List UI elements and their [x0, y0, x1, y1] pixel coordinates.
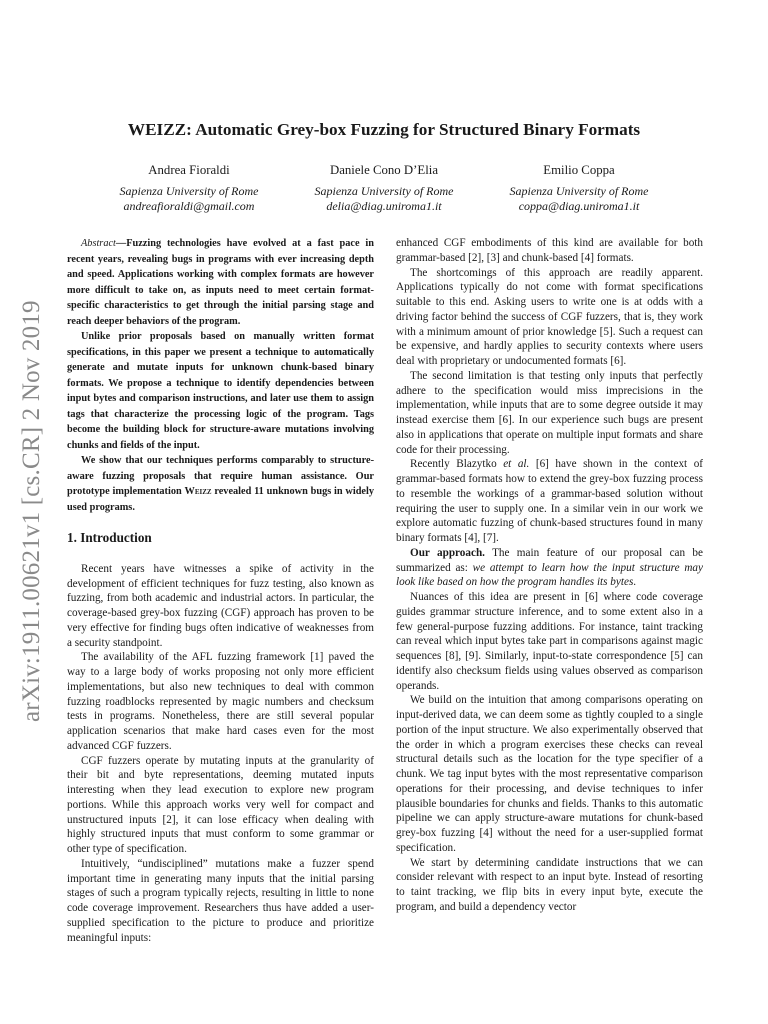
body-paragraph: The second limitation is that testing only inputs that perfectly adhere to the specification would miss imprecisions in the implementation, while inputs that are to some degree outside it may instead exercise them [6]. In our experience such bugs are present also in applications that operate on multiple input formats and share code for their processing. — [396, 369, 703, 456]
left-column — [67, 236, 374, 945]
abstract-text: We show that our techniques performs comparably to structure-aware fuzzing proposals that require human assistance. Our prototype implementation — [67, 455, 374, 497]
body-paragraph: We build on the intuition that among comparisons operating on input-derived data, we can deem some as tightly coupled to a single portion of the input structure. We also experimentally observed that the order in which a program exercises these checks can reveal structural details such as the location for the type specifier of a chunk. We tag input bytes with the most representative comparison operations for their processing, and devise techniques to infer plausible boundaries for chunks and fields. Thanks to this automatic pipeline we can apply structure-aware mutations for chunk-based grey-box fuzzing [4] without the need for a user-supplied format specification. — [396, 694, 703, 854]
author-name: Emilio Coppa — [543, 163, 615, 177]
paper-title: WEIZZ: Automatic Grey-box Fuzzing for Structured Binary Formats — [127, 120, 641, 139]
tool-name: Weizz — [184, 486, 212, 497]
body-text-emphasis: we attempt to learn how the input structure may look like based on how the program handles its bytes — [396, 561, 703, 589]
arxiv-identifier[interactable]: arXiv:1911.00621v1 [cs.CR] 2 Nov 2019 — [18, 300, 45, 722]
section-heading: 1. Introduction — [67, 530, 152, 545]
body-paragraph: Nuances of this idea are present in [6] where code coverage guides grammar structure inference, and to some extent also in a few general-purpose fuzzing additions. For instance, taint tracking can reveal which input bytes take part in comparisons against magic sequences [8], [9]. Similarly, input-to-state correspondence [5] can identify also checksum fields using values observed as comparison operands. — [396, 591, 703, 692]
body-paragraph: The shortcomings of this approach are readily apparent. Applications typically do not come with format specifications suitable to this end. Asking users to write one is at odds with a driving factor behind the success of CGF fuzzers, that is, they work with a minimum amount of prior knowledge [5]. Such a request can be expensive, and hardly applies to security contexts where users deal with proprietary or undocumented formats [6]. — [396, 266, 703, 367]
abstract-paragraph: Unlike prior proposals based on manually written format specifications, in this paper we present a technique to automatically generate and mutate inputs for unknown chunk-based binary formats. We propose a technique to identify dependencies between input bytes and comparison instructions, and later use them to assign tags that characterize the processing logic of the program. Tags become the building block for structure-aware mutations involving chunks and fields of the input. — [67, 331, 374, 451]
body-text: [6] have shown in the context of grammar-based formats how to extend the grey-box fuzzing process to resemble the workings of a grammar-based solution without requiring the user to supply one. In a similar vein in our work we explore automatic fuzzing of chunk-based structures found in many binary formats [4], [7]. — [396, 458, 704, 544]
body-text: . — [633, 576, 637, 589]
body-paragraph: The availability of the AFL fuzzing framework [1] paved the way to a large body of works proposing not only more efficient implementations, but also new techniques to deal with common fuzzing roadblocks represented by magic numbers and checksum tests in programs. Nonetheless, there are still several popular application scenarios that make hard cases even for the most advanced CGF fuzzers. — [67, 651, 374, 752]
author-affiliation: Sapienza University of Rome — [314, 183, 454, 198]
body-paragraph: We start by determining candidate instructions that we can consider relevant with respect to an input byte. Instead of resorting to taint tracking, we flip bits in every input byte, execute the program, and build a dependency vector — [396, 856, 703, 913]
author-email[interactable]: coppa@diag.uniroma1.it — [518, 199, 640, 213]
abstract-paragraph — [67, 236, 374, 329]
author-name: Andrea Fioraldi — [148, 163, 230, 177]
body-paragraph: CGF fuzzers operate by mutating inputs at the granularity of their bit and byte representations, deeming mutated inputs interesting when they lead execution to explore new program portions. While this approach works very well for compact and unstructured inputs [2], it can lose efficacy when dealing with highly structured inputs that must conform to some grammar or other type of specification. — [67, 754, 374, 855]
abstract — [67, 236, 374, 515]
author-name: Daniele Cono D’Elia — [329, 163, 439, 177]
body-text: The main feature of our proposal can be summarized as: — [396, 546, 703, 574]
author-block — [469, 163, 689, 215]
abstract-paragraph — [67, 453, 374, 515]
author-email[interactable]: andreafioraldi@gmail.com — [123, 199, 255, 213]
abstract-label: Abstract — [81, 238, 116, 249]
body-text-emphasis: et al. — [503, 458, 530, 471]
author-block — [79, 163, 299, 215]
paragraph-heading: Our approach. — [410, 546, 485, 559]
body-paragraph — [396, 457, 703, 546]
abstract-text: —Fuzzing technologies have evolved at a fast pace in recent years, revealing bugs in programs with ever increasing depth and speed. Applications working with complex formats are however more difficult to take on, as inputs need to meet certain format-specific characteristics to get through the initial parsing stage and reach deeper behaviors of the program. — [67, 238, 374, 327]
author-affiliation: Sapienza University of Rome — [509, 183, 649, 198]
author-affiliation: Sapienza University of Rome — [119, 183, 259, 198]
author-email[interactable]: delia@diag.uniroma1.it — [326, 199, 442, 213]
body-paragraph — [396, 546, 703, 590]
body-paragraph: enhanced CGF embodiments of this kind are available for both grammar-based [2], [3] and chunk-based [4] formats. — [396, 237, 703, 264]
body-paragraph: Intuitively, “undisciplined” mutations make a fuzzer spend important time in generating many inputs that the initial parsing stages of such a program typically rejects, resulting in little to none code coverage improvement. Researchers thus have added a user-supplied specification to the picture to produce and prioritize meaningful inputs: — [67, 857, 374, 944]
body-paragraph: Recent years have witnesses a spike of activity in the development of efficient techniques for fuzz testing, also known as fuzzing, from both academic and industrial actors. In particular, the coverage-based grey-box fuzzing (CGF) approach has proven to be very effective for finding bugs often indicative of weaknesses from a security standpoint. — [67, 562, 374, 649]
right-column — [396, 236, 703, 915]
body-text: Recently Blazytko — [410, 458, 504, 471]
abstract-text: revealed 11 unknown bugs in widely used programs. — [67, 486, 375, 513]
author-block — [274, 163, 494, 215]
